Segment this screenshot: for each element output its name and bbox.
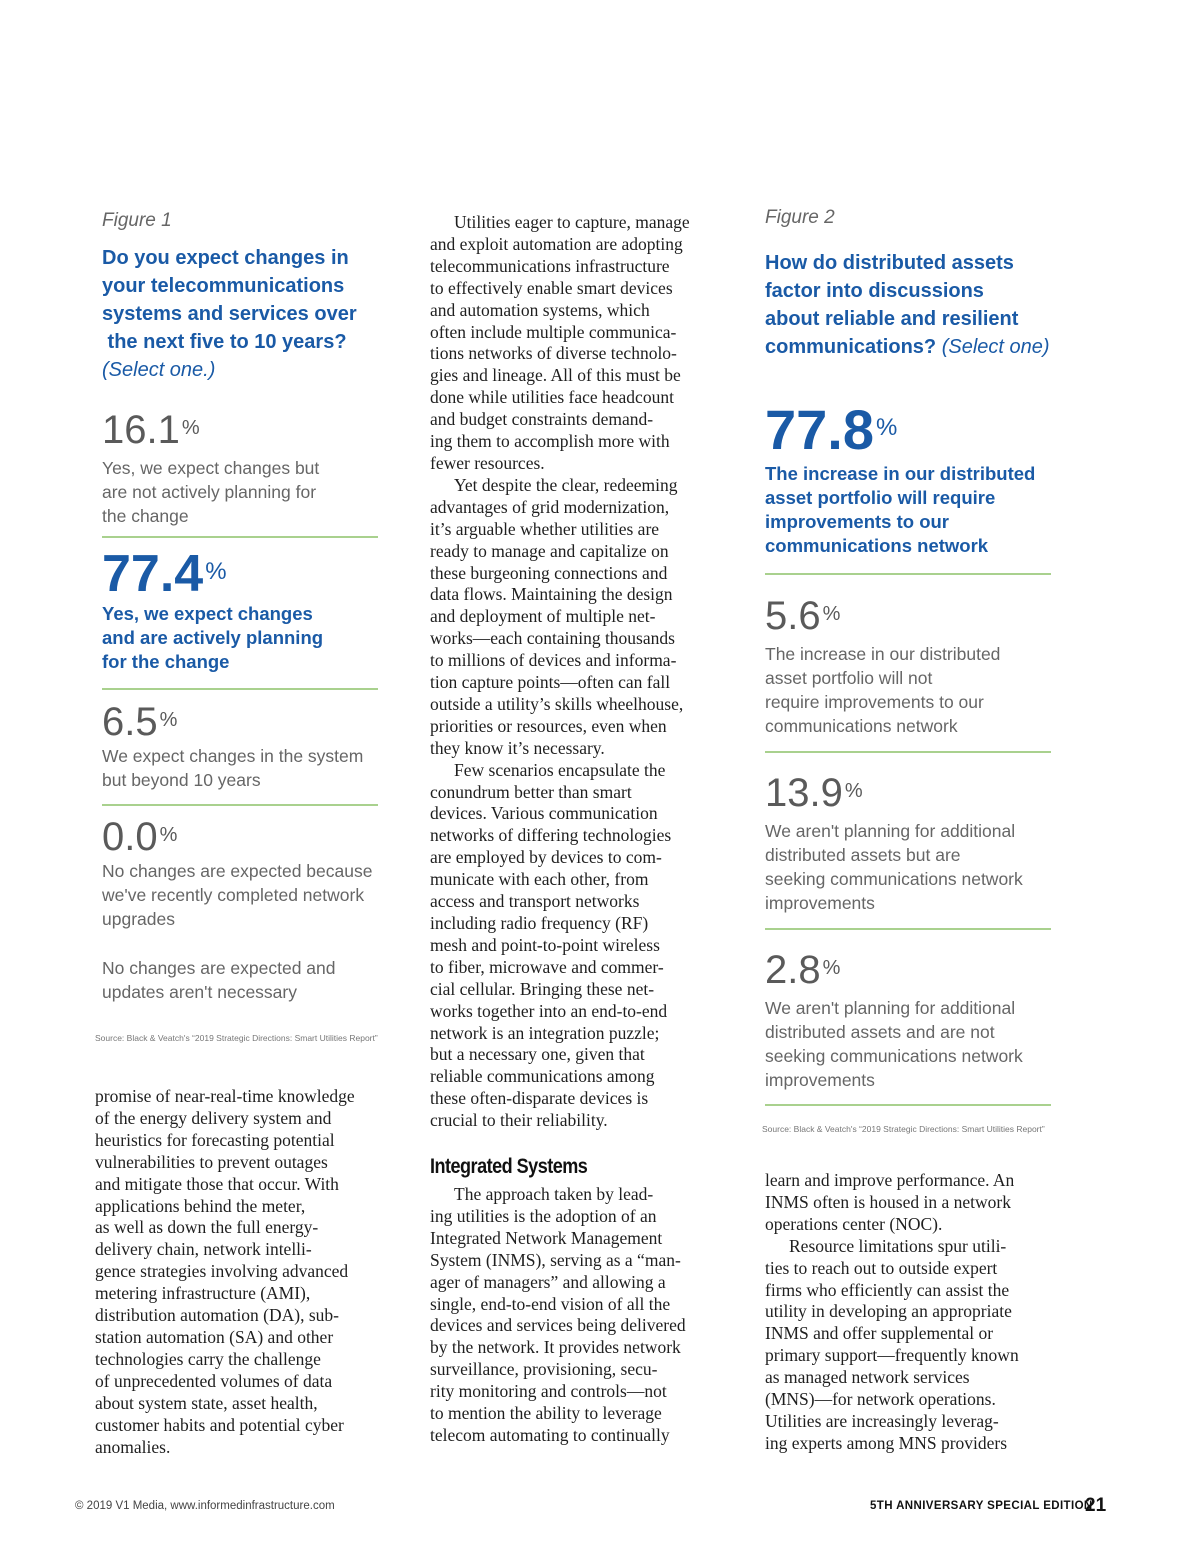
column2-body-bottom: The approach taken by lead- ing utilities is the adoption of an Integrated Network Management System (INMS), serving as a “man- ager of managers” and allowing a single, end-to-end vision of all the devices and services being delivered by the network. It provides network surveillance, provisioning, secu- rity monitoring and controls—not to mention the ability to leverage telecom automating to continually	[430, 1184, 686, 1445]
figure2-stat	[765, 948, 1023, 1092]
figure1-question-line: the next five to 10 years?	[102, 331, 347, 353]
column1-body: promise of near-real-time knowledge of the energy delivery system and heuristics for forecasting potential vulnerabilities to prevent outages and mitigate those that occur. With applications behind the meter, as well as down the full energy- delivery chain, network intelli- gence strategies involving advanced metering infrastructure (AMI), distribution automation (DA), sub- station automation (SA) and other technologies carry the challenge of unprecedented volumes of data about system state, asset health, customer habits and potential cyber anomalies.	[95, 1086, 355, 1457]
stat-value: 0.0 %	[102, 815, 178, 859]
section-heading: Integrated Systems	[430, 1155, 588, 1178]
stat-value: 2.8 %	[765, 948, 841, 992]
divider	[765, 751, 1051, 753]
figure2-stat-highlight	[765, 400, 1035, 558]
stat-description: We aren't planning for additional distributed assets but are seeking communications network improvements	[765, 821, 1023, 913]
figure1-stat-highlight	[102, 546, 323, 674]
figure2-source: Source: Black & Veatch's “2019 Strategic Directions: Smart Utilities Report”	[762, 1124, 1045, 1134]
stat-value: 5.6 %	[765, 594, 841, 638]
stat-description: We expect changes in the system but beyond 10 years	[102, 746, 364, 790]
column2-body: Utilities eager to capture, manage and exploit automation are adopting telecommunications infrastructure to effectively enable smart devices and automation systems, which often include multiple communica- tions networks of diverse technolo- gies and lineage. All of this must be done while utilities face headcount and budget constraints demand- ing them to accomplish more with fewer resources. Yet despite the clear, redeeming advantages of grid modernization, it’s arguable whether utilities are ready to manage and capitalize on these burgeoning connections and data flows. Maintaining the design and deployment of multiple net- works—each containing thousands to millions of devices and informa- tion capture points—often can fall outside a utility’s skills wheelhouse, priorities or resources, even when they know it’s necessary. Few scenarios encapsulate the conundrum better than smart devices. Various communication networks of differing technologies are employed by devices to com- municate with each other, from access and transport networks including radio frequency (RF) mesh and point-to-point wireless to fiber, microwave and commer- cial cellular. Bringing these net- works together into an end-to-end network is an integration puzzle; but a necessary one, given that reliable communications among these often-disparate devices is crucial to their reliability.	[430, 212, 690, 1131]
divider	[765, 1104, 1051, 1106]
figure1-source: Source: Black & Veatch's “2019 Strategic Directions: Smart Utilities Report”	[95, 1033, 378, 1043]
divider	[102, 688, 378, 690]
stat-value: 77.4%	[102, 545, 227, 603]
divider	[102, 536, 378, 538]
divider	[765, 928, 1051, 930]
stat-value: 6.5 %	[102, 700, 178, 744]
figure1-extra-option: No changes are expected and updates aren't necessary	[102, 958, 336, 1002]
stat-value: 13.9 %	[765, 771, 863, 815]
stat-description: We aren't planning for additional distributed assets and are not seeking communications network improvements	[765, 998, 1023, 1090]
figure1-question-line: systems and services over	[102, 303, 357, 325]
figure2-question: How do distributed assets factor into discussions about reliable and resilient communications? (Select one)	[765, 252, 1050, 358]
figure1-stat	[102, 815, 372, 931]
column3-body: learn and improve performance. An INMS often is housed in a network operations center (NOC). Resource limitations spur utili- ties to reach out to outside expert firms who efficiently can assist the utility in developing an appropriate INMS and offer supplemental or primary support—frequently known as managed network services (MNS)—for network operations. Utilities are increasingly leverag- ing experts among MNS providers	[765, 1170, 1019, 1453]
figure1-stat	[102, 408, 319, 528]
figure1-question-line: your telecommunications	[102, 275, 345, 297]
figure2-stat	[765, 771, 1023, 915]
stat-value: 16.1 %	[102, 408, 200, 452]
figure1-select-note: (Select one.)	[102, 359, 216, 381]
figure2-label: Figure 2	[765, 207, 835, 228]
figure1-question-line: Do you expect changes in	[102, 247, 349, 269]
figure1-stat	[102, 700, 363, 792]
stat-description: The increase in our distributed asset portfolio will require improvements to our communications network	[765, 463, 1036, 556]
stat-description: Yes, we expect changes but are not actively planning for the change	[102, 458, 320, 526]
stat-description: The increase in our distributed asset portfolio will not require improvements to our communications network	[765, 644, 1001, 736]
stat-description: Yes, we expect changes and are actively planning for the change	[102, 603, 324, 672]
divider	[102, 804, 378, 806]
stat-value: 77.8%	[765, 398, 898, 461]
page-number: 21	[1085, 1495, 1107, 1516]
divider	[765, 573, 1051, 575]
figure2-select-note: (Select one)	[941, 336, 1050, 358]
footer-edition: 5TH ANNIVERSARY SPECIAL EDITION	[870, 1500, 1093, 1512]
stat-description: No changes are expected because we've recently completed network upgrades	[102, 861, 373, 929]
figure2-stat	[765, 594, 1000, 738]
figure1-question	[102, 244, 402, 384]
footer-copyright: © 2019 V1 Media, www.informedinfrastructure.com	[75, 1500, 335, 1512]
figure1-label: Figure 1	[102, 210, 172, 231]
